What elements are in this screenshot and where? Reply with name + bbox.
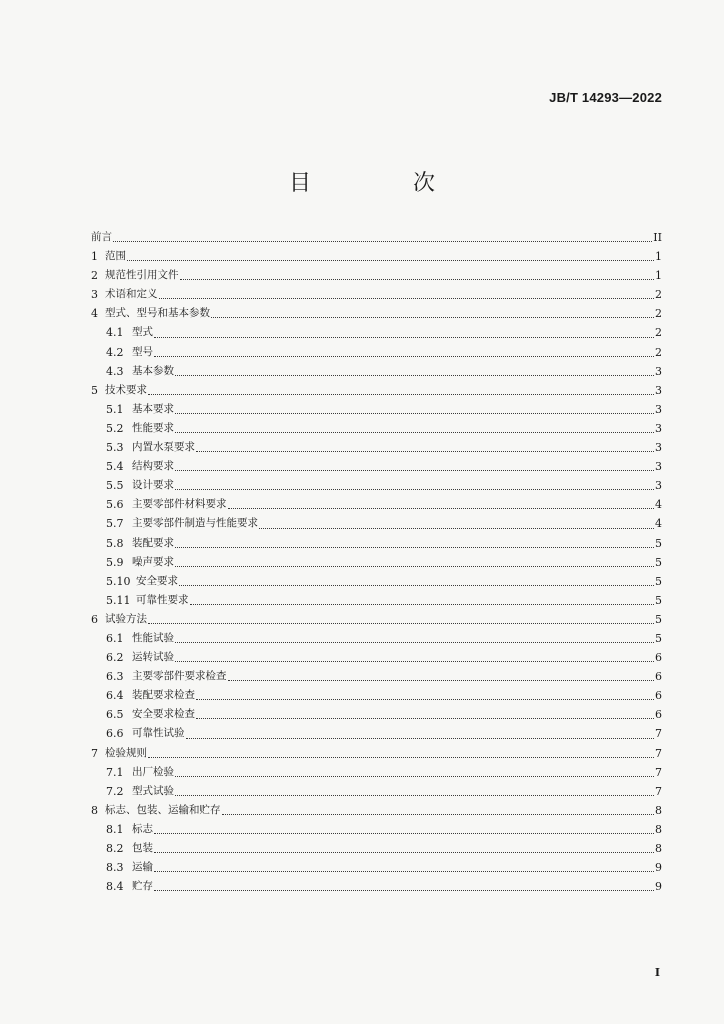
toc-entry-label: 型式 <box>132 326 153 339</box>
page-title: 目 次 <box>288 171 475 196</box>
toc-entry-label: 可靠性试验 <box>132 727 185 740</box>
toc-entry-number: 5.7 <box>106 517 124 531</box>
toc-entry-label: 安全要求检查 <box>132 708 195 721</box>
toc-entry-number: 8 <box>91 803 98 817</box>
toc-entry-label: 标志 <box>132 822 153 835</box>
toc-entry[interactable] <box>91 667 662 686</box>
dot-leader <box>159 298 655 299</box>
toc-entry-page: 6 <box>655 670 662 684</box>
toc-entry-label: 术语和定义 <box>105 288 158 301</box>
toc-entry-label: 性能要求 <box>132 421 174 434</box>
toc-entry-label: 前言 <box>91 231 112 243</box>
toc-entry-number: 1 <box>91 250 98 264</box>
dot-leader <box>175 642 654 643</box>
toc-entry[interactable] <box>91 724 662 743</box>
dot-leader <box>154 852 654 853</box>
toc-entry-page: 8 <box>655 822 662 836</box>
toc-entry[interactable] <box>91 591 662 610</box>
dot-leader <box>175 661 654 662</box>
toc-entry-label: 基本参数 <box>132 364 174 377</box>
dot-leader <box>154 833 654 834</box>
toc-entry[interactable] <box>91 285 662 304</box>
dot-leader <box>148 757 654 758</box>
dot-leader <box>175 547 654 548</box>
dot-leader <box>175 489 654 490</box>
toc-entry-number: 5.11 <box>106 593 131 607</box>
toc-entry[interactable] <box>91 686 662 705</box>
toc-entry-page: II <box>653 231 662 244</box>
toc-entry-label: 标志、包装、运输和贮存 <box>105 803 221 816</box>
dot-leader <box>179 585 654 586</box>
toc-entry-label: 可靠性要求 <box>136 593 189 606</box>
toc-entry-label: 包装 <box>132 842 153 854</box>
toc-entry-number: 5.9 <box>106 555 124 569</box>
toc-entry-page: 1 <box>655 269 662 283</box>
toc-entry-page: 6 <box>655 689 662 703</box>
toc-entry-number: 7.2 <box>106 784 124 798</box>
toc-entry[interactable] <box>91 782 662 801</box>
toc-entry-number: 2 <box>91 269 98 283</box>
toc-entry[interactable] <box>91 801 662 820</box>
toc-entry[interactable] <box>91 476 662 495</box>
dot-leader <box>259 528 654 529</box>
toc-entry[interactable] <box>91 572 662 591</box>
toc-entry-page: 9 <box>655 880 662 894</box>
toc-entry-label: 范围 <box>105 250 126 263</box>
toc-entry-page: 2 <box>655 307 662 321</box>
toc-entry-page: 9 <box>655 861 662 875</box>
toc-entry-page: 6 <box>655 708 662 722</box>
toc-entry[interactable] <box>91 648 662 667</box>
dot-leader <box>175 432 654 433</box>
toc-entry-number: 6.4 <box>106 689 124 703</box>
toc-entry-number: 8.3 <box>106 861 124 875</box>
toc-entry-label: 结构要求 <box>132 460 174 473</box>
toc-entry-label: 内置水泵要求 <box>132 441 195 454</box>
toc-entry[interactable] <box>91 457 662 476</box>
toc-entry-label: 技术要求 <box>105 383 147 396</box>
dot-leader <box>175 795 654 796</box>
standard-code: JB/T 14293—2022 <box>549 90 662 105</box>
dot-leader <box>154 356 654 357</box>
dot-leader <box>196 718 654 719</box>
toc-entry[interactable] <box>91 400 662 419</box>
table-of-contents <box>91 228 662 896</box>
toc-entry[interactable] <box>91 839 662 858</box>
toc-entry[interactable] <box>91 514 662 533</box>
toc-entry-label: 出厂检验 <box>132 765 174 778</box>
toc-entry-label: 检验规则 <box>105 746 147 759</box>
dot-leader <box>175 566 654 567</box>
dot-leader <box>127 260 654 261</box>
dot-leader <box>175 413 654 414</box>
toc-entry-number: 8.4 <box>106 880 124 894</box>
toc-entry-page: 5 <box>655 574 662 588</box>
toc-entry-number: 6.5 <box>106 708 124 722</box>
toc-entry-number: 6.2 <box>106 651 124 665</box>
toc-entry-label: 主要零部件要求检查 <box>132 670 227 683</box>
toc-entry-page: 3 <box>655 479 662 493</box>
toc-entry[interactable] <box>91 877 662 896</box>
toc-entry-page: 4 <box>655 517 662 531</box>
toc-entry-page: 7 <box>655 746 662 760</box>
toc-entry-label: 贮存 <box>132 880 153 893</box>
toc-entry-label: 性能试验 <box>132 631 174 644</box>
toc-entry-page: 3 <box>655 421 662 435</box>
toc-entry-label: 安全要求 <box>136 574 178 587</box>
toc-entry[interactable] <box>91 534 662 553</box>
dot-leader <box>175 375 654 376</box>
toc-entry-label: 装配要求检查 <box>132 689 195 702</box>
toc-entry-number: 6.6 <box>106 727 124 741</box>
toc-entry-number: 4.2 <box>106 345 124 359</box>
toc-entry-label: 主要零部件材料要求 <box>132 498 227 511</box>
toc-entry-number: 5.5 <box>106 479 124 493</box>
toc-entry-label: 运输 <box>132 861 153 874</box>
toc-entry-page: 2 <box>655 288 662 302</box>
toc-entry[interactable] <box>91 266 662 285</box>
toc-entry-number: 8.2 <box>106 842 124 855</box>
toc-entry-page: 5 <box>655 536 662 550</box>
toc-entry-page: 3 <box>655 460 662 474</box>
toc-entry-label: 主要零部件制造与性能要求 <box>132 517 258 530</box>
toc-entry-number: 4 <box>91 307 98 321</box>
toc-entry-number: 5.3 <box>106 441 124 455</box>
dot-leader <box>148 623 654 624</box>
toc-entry[interactable] <box>91 858 662 877</box>
toc-entry-label: 规范性引用文件 <box>105 269 179 282</box>
toc-entry[interactable] <box>91 362 662 381</box>
dot-leader <box>211 317 654 318</box>
toc-entry-page: 5 <box>655 612 662 626</box>
toc-entry-label: 噪声要求 <box>132 555 174 568</box>
toc-entry-number: 5.4 <box>106 460 124 474</box>
toc-entry-page: 7 <box>655 765 662 779</box>
toc-entry-number: 5 <box>91 383 98 397</box>
dot-leader <box>154 871 654 872</box>
dot-leader <box>196 451 654 452</box>
toc-entry-page: 5 <box>655 631 662 645</box>
toc-entry-page: 3 <box>655 383 662 397</box>
toc-entry-number: 4.3 <box>106 364 124 378</box>
toc-entry[interactable] <box>91 744 662 763</box>
page-number: I <box>654 966 660 979</box>
toc-entry-label: 运转试验 <box>132 651 174 664</box>
toc-entry[interactable] <box>91 323 662 342</box>
toc-entry-number: 4.1 <box>106 326 124 340</box>
toc-entry[interactable] <box>91 705 662 724</box>
toc-entry-number: 5.6 <box>106 498 124 512</box>
dot-leader <box>175 470 654 471</box>
toc-entry-number: 6.1 <box>106 631 124 645</box>
toc-entry-label: 设计要求 <box>132 479 174 492</box>
toc-entry-number: 7.1 <box>106 765 124 779</box>
toc-entry-number: 5.8 <box>106 536 124 550</box>
toc-entry-page: 6 <box>655 651 662 665</box>
toc-entry-page: 3 <box>655 364 662 378</box>
toc-entry[interactable] <box>91 610 662 629</box>
toc-entry[interactable] <box>91 381 662 400</box>
toc-entry-label: 型式、型号和基本参数 <box>105 307 210 320</box>
toc-entry[interactable] <box>91 629 662 648</box>
toc-entry-number: 7 <box>91 746 98 760</box>
toc-entry[interactable] <box>91 495 662 514</box>
dot-leader <box>180 279 655 280</box>
toc-entry[interactable] <box>91 247 662 266</box>
dot-leader <box>190 604 655 605</box>
toc-entry-number: 3 <box>91 288 98 302</box>
dot-leader <box>196 699 654 700</box>
toc-entry-number: 6.3 <box>106 670 124 684</box>
toc-entry-page: 8 <box>655 803 662 817</box>
toc-entry-label: 型号 <box>132 345 153 358</box>
toc-entry[interactable] <box>91 763 662 782</box>
dot-leader <box>154 337 654 338</box>
dot-leader <box>154 890 654 891</box>
toc-entry-page: 2 <box>655 326 662 340</box>
toc-entry-number: 8.1 <box>106 822 124 836</box>
toc-entry-number: 6 <box>91 612 98 626</box>
dot-leader <box>222 814 655 815</box>
dot-leader <box>175 776 654 777</box>
toc-entry-page: 3 <box>655 402 662 416</box>
toc-entry-label: 试验方法 <box>105 612 147 625</box>
toc-entry-page: 3 <box>655 441 662 455</box>
toc-entry-label: 基本要求 <box>132 402 174 415</box>
toc-entry[interactable] <box>91 228 662 247</box>
toc-entry-page: 5 <box>655 555 662 569</box>
dot-leader <box>186 738 655 739</box>
toc-entry[interactable] <box>91 438 662 457</box>
toc-entry-label: 装配要求 <box>132 536 174 549</box>
toc-entry-label: 型式试验 <box>132 784 174 797</box>
toc-entry[interactable] <box>91 820 662 839</box>
toc-entry-page: 4 <box>655 498 662 512</box>
toc-entry-number: 5.1 <box>106 402 124 416</box>
toc-entry-number: 5.2 <box>106 421 124 435</box>
toc-entry[interactable] <box>91 419 662 438</box>
toc-entry-number: 5.10 <box>106 574 131 588</box>
dot-leader <box>228 680 655 681</box>
dot-leader <box>113 241 652 242</box>
toc-entry-page: 8 <box>655 842 662 855</box>
toc-entry-page: 7 <box>655 727 662 741</box>
dot-leader <box>228 508 655 509</box>
toc-entry[interactable] <box>91 304 662 323</box>
toc-entry-page: 5 <box>655 593 662 607</box>
toc-entry-page: 2 <box>655 345 662 359</box>
toc-entry-page: 1 <box>655 250 662 264</box>
dot-leader <box>148 394 654 395</box>
toc-entry[interactable] <box>91 553 662 572</box>
toc-entry-page: 7 <box>655 784 662 798</box>
toc-entry[interactable] <box>91 343 662 362</box>
